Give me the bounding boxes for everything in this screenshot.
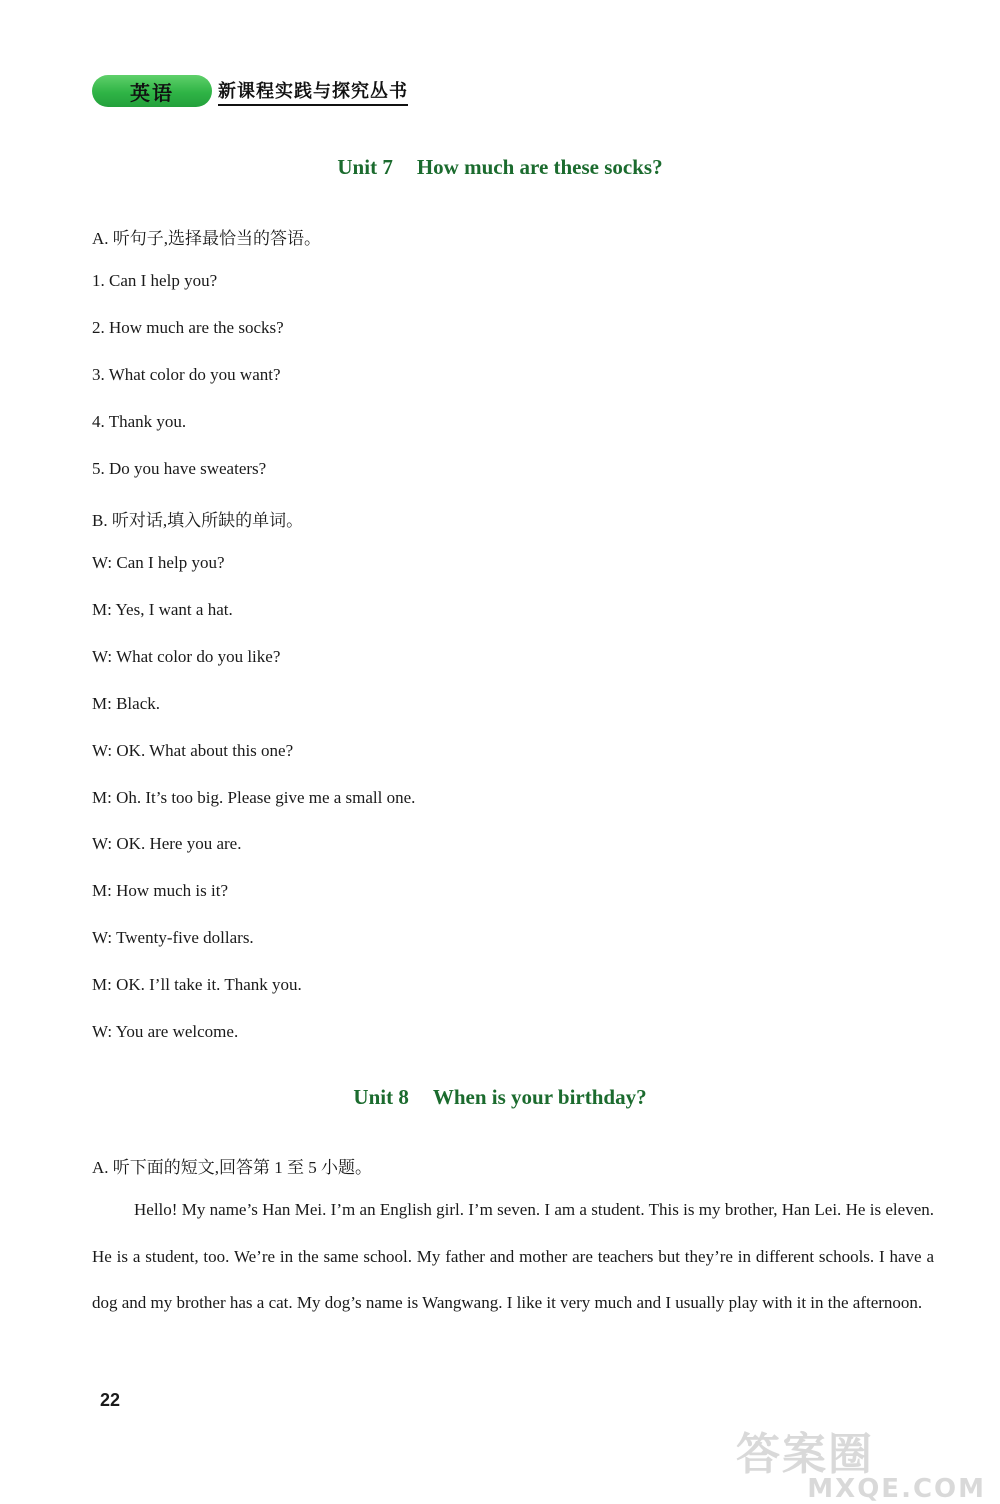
watermark: [736, 1418, 986, 1504]
dialogue-line: W: Twenty-five dollars.: [92, 928, 254, 947]
unit7-title-text: How much are these socks?: [416, 155, 663, 179]
unit8-number: Unit 8: [353, 1085, 409, 1109]
unit7-title: [0, 155, 1000, 180]
dialogue-line: M: Black.: [92, 694, 160, 713]
question-1: 1. Can I help you?: [92, 271, 218, 290]
question-4: 4. Thank you.: [92, 412, 187, 431]
unit8-title: [0, 1085, 1000, 1110]
dialogue-line: M: Yes, I want a hat.: [92, 600, 233, 619]
question-2: 2. How much are the socks?: [92, 318, 284, 337]
dialogue-line: M: OK. I’ll take it. Thank you.: [92, 975, 302, 994]
dialogue-line: W: You are welcome.: [92, 1022, 239, 1041]
unit7-section-b: B. 听对话,填入所缺的单词。: [92, 511, 304, 530]
unit8-passage: Hello! My name’s Han Mei. I’m an English girl. I’m seven. I am a student. This is my brother, Han Lei. He is eleven. He is a student, too. We’re in the same school. My father and mother are teachers but they’re in different schools. I have a dog and my brother has a cat. My dog’s name is Wangwang. I like it very much and I usually play with it in the afternoon.: [92, 1200, 934, 1312]
unit7-section-a: A. 听句子,选择最恰当的答语。: [92, 229, 322, 248]
watermark-logo-text: 答案圈: [736, 1429, 874, 1480]
watermark-url: MXQE.COM: [807, 1474, 986, 1504]
page-header: [92, 74, 408, 108]
dialogue-line: W: OK. Here you are.: [92, 834, 242, 853]
question-5: 5. Do you have sweaters?: [92, 459, 267, 478]
dialogue-line: M: Oh. It’s too big. Please give me a small one.: [92, 788, 416, 807]
dialogue-line: W: Can I help you?: [92, 553, 225, 572]
subject-badge: 英语: [92, 75, 212, 107]
dialogue-line: M: How much is it?: [92, 881, 228, 900]
dialogue-line: W: What color do you like?: [92, 647, 281, 666]
unit8-title-text: When is your birthday?: [432, 1085, 647, 1109]
series-title: 新课程实践与探究丛书: [218, 77, 408, 106]
page-number: 22: [100, 1390, 121, 1410]
question-3: 3. What color do you want?: [92, 365, 281, 384]
unit7-number: Unit 7: [337, 155, 393, 179]
dialogue-line: W: OK. What about this one?: [92, 741, 294, 760]
unit8-section-a: A. 听下面的短文,回答第 1 至 5 小题。: [92, 1158, 373, 1177]
